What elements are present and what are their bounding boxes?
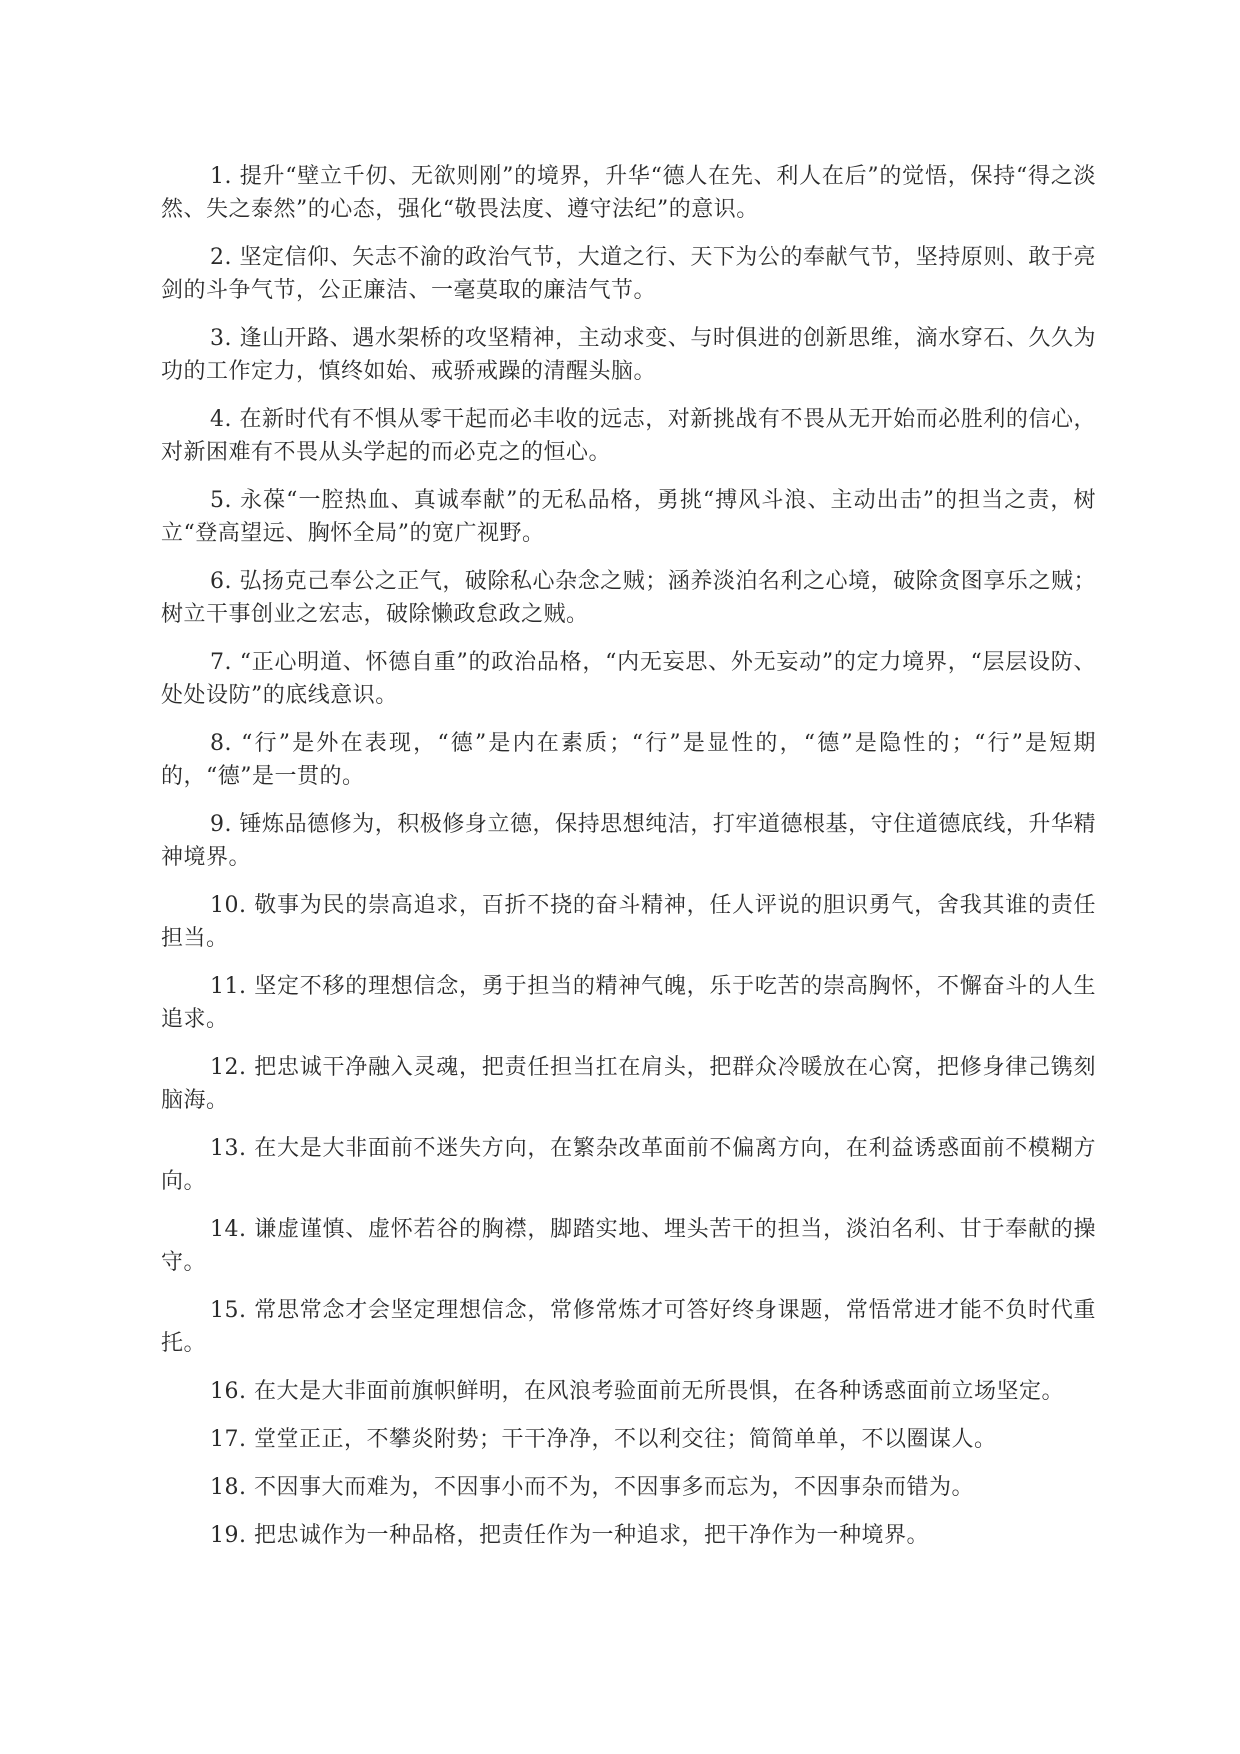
paragraph-6: 6. 弘扬克己奉公之正气，破除私心杂念之贼；涵养淡泊名利之心境，破除贪图享乐之贼；树立干事创业之宏志，破除懒政怠政之贼。	[161, 569, 1096, 627]
paragraph-3: 3. 逢山开路、遇水架桥的攻坚精神，主动求变、与时俱进的创新思维，滴水穿石、久久为功的工作定力，慎终如始、戒骄戒躁的清醒头脑。	[161, 326, 1096, 384]
paragraph-17: 17. 堂堂正正，不攀炎附势；干干净净，不以利交往；简简单单，不以圈谋人。	[210, 1427, 997, 1452]
paragraph-8: 8. “行”是外在表现，“德”是内在素质；“行”是显性的，“德”是隐性的；“行”是短期的，“德”是一贯的。	[161, 731, 1096, 789]
paragraph-15: 15. 常思常念才会坚定理想信念，常修常炼才可答好终身课题，常悟常进才能不负时代重托。	[161, 1298, 1096, 1356]
paragraph-13: 13. 在大是大非面前不迷失方向，在繁杂改革面前不偏离方向，在利益诱惑面前不模糊方向。	[161, 1136, 1096, 1194]
paragraph-18: 18. 不因事大而难为，不因事小而不为，不因事多而忘为，不因事杂而错为。	[210, 1475, 974, 1500]
paragraph-5: 5. 永葆“一腔热血、真诚奉献”的无私品格，勇挑“搏风斗浪、主动出击”的担当之责，树立“登高望远、胸怀全局”的宽广视野。	[161, 488, 1096, 546]
paragraph-1: 1. 提升“壁立千仞、无欲则刚”的境界，升华“德人在先、利人在后”的觉悟，保持“得之淡然、失之泰然”的心态，强化“敬畏法度、遵守法纪”的意识。	[161, 164, 1096, 222]
paragraph-19: 19. 把忠诚作为一种品格，把责任作为一种追求，把干净作为一种境界。	[210, 1523, 929, 1548]
paragraph-16: 16. 在大是大非面前旗帜鲜明，在风浪考验面前无所畏惧，在各种诱惑面前立场坚定。	[210, 1379, 1064, 1404]
paragraph-10: 10. 敬事为民的崇高追求，百折不挠的奋斗精神，任人评说的胆识勇气，舍我其谁的责任担当。	[161, 893, 1096, 951]
paragraph-14: 14. 谦虚谨慎、虚怀若谷的胸襟，脚踏实地、埋头苦干的担当，淡泊名利、甘于奉献的操守。	[161, 1217, 1096, 1275]
paragraph-12: 12. 把忠诚干净融入灵魂，把责任担当扛在肩头，把群众冷暖放在心窝，把修身律己镌刻脑海。	[161, 1055, 1096, 1113]
paragraph-7: 7. “正心明道、怀德自重”的政治品格，“内无妄思、外无妄动”的定力境界，“层层设防、处处设防”的底线意识。	[161, 650, 1096, 708]
paragraph-4: 4. 在新时代有不惧从零干起而必丰收的远志，对新挑战有不畏从无开始而必胜利的信心，对新困难有不畏从头学起的而必克之的恒心。	[161, 407, 1096, 465]
paragraph-11: 11. 坚定不移的理想信念，勇于担当的精神气魄，乐于吃苦的崇高胸怀，不懈奋斗的人生追求。	[161, 974, 1096, 1032]
paragraph-9: 9. 锤炼品德修为，积极修身立德，保持思想纯洁，打牢道德根基，守住道德底线，升华精神境界。	[161, 812, 1096, 870]
paragraph-2: 2. 坚定信仰、矢志不渝的政治气节，大道之行、天下为公的奉献气节，坚持原则、敢于亮剑的斗争气节，公正廉洁、一毫莫取的廉洁气节。	[161, 245, 1096, 303]
document-body	[161, 160, 1096, 1567]
